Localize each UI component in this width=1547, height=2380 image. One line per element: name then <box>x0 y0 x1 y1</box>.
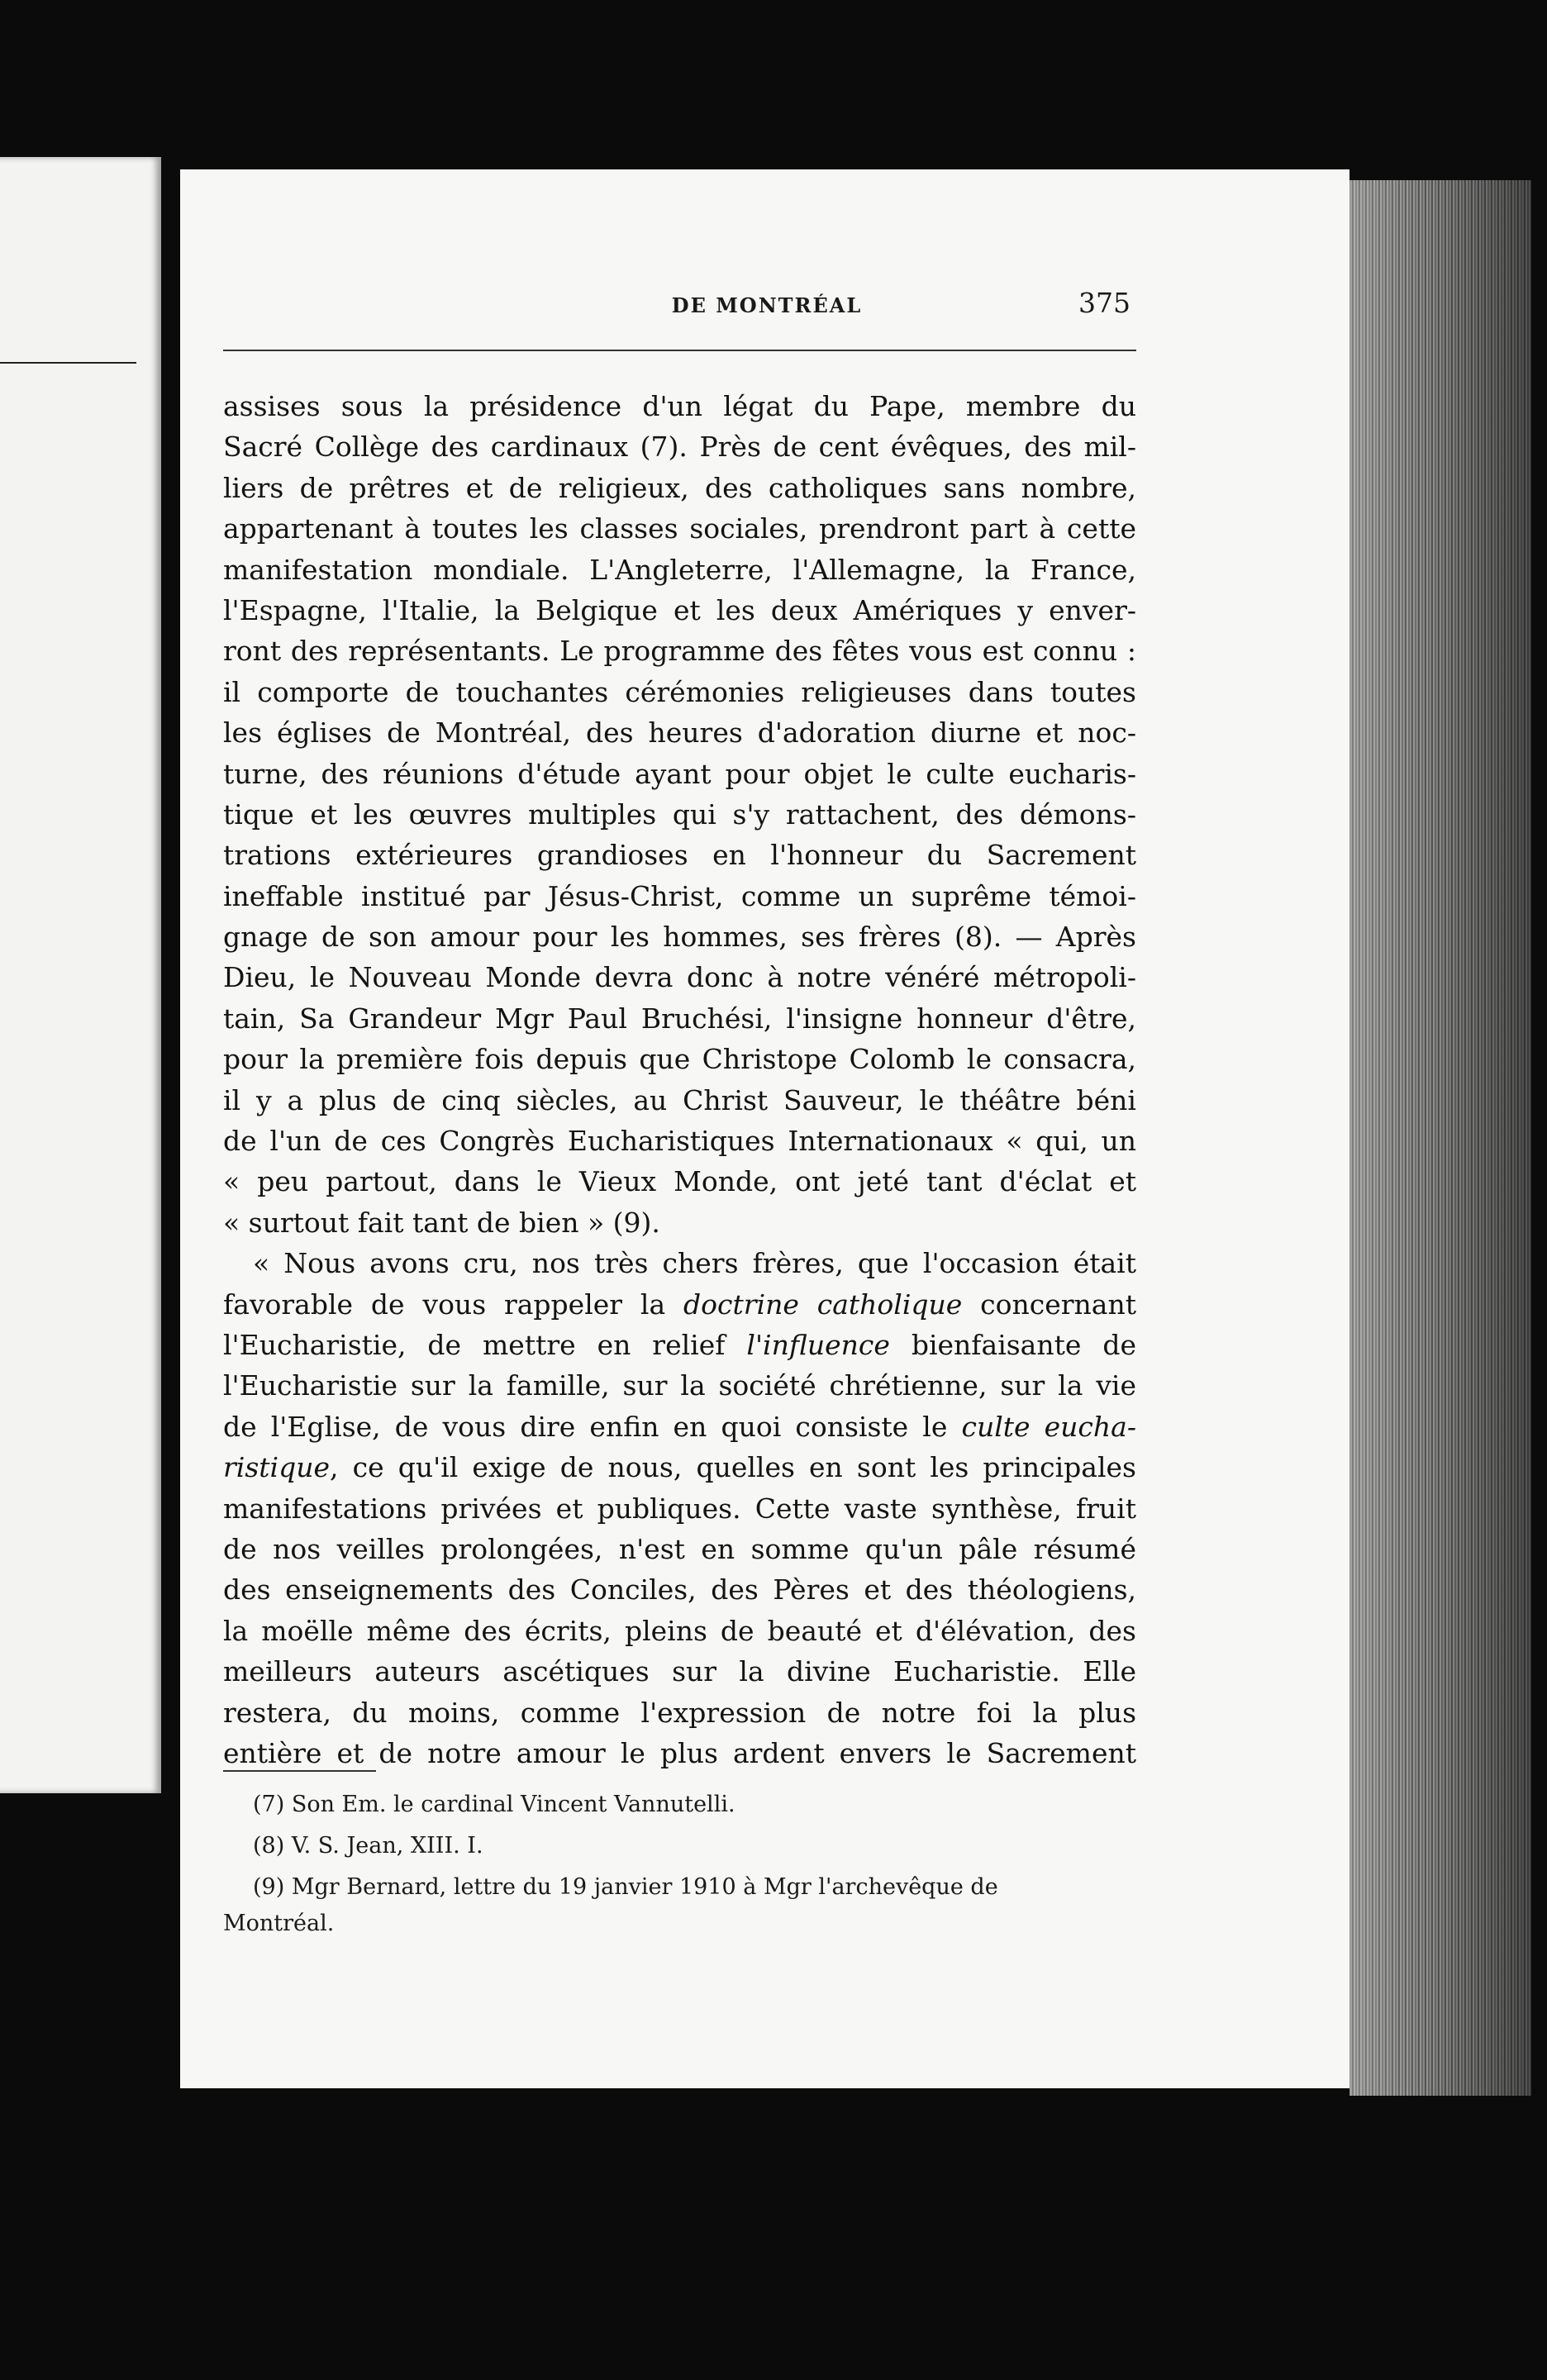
text-line: ront des représentants. Le programme des fêtes vous est connu : <box>223 635 1136 668</box>
text-line <box>223 1284 1136 1325</box>
text-line: tain, Sa Grandeur Mgr Paul Bruchési, l'insigne honneur d'être, <box>223 1002 1136 1035</box>
text-line: il comporte de touchantes cérémonies religieuses dans toutes <box>223 675 1136 708</box>
text-line: il y a plus de cinq siècles, au Christ Sauveur, le théâtre béni <box>223 1083 1136 1116</box>
footnote-9-continued: Montréal. <box>223 1911 335 1936</box>
footnote-9: (9) Mgr Bernard, lettre du 19 janvier 1910 à Mgr l'archevêque de <box>253 1874 998 1900</box>
page-number: 375 <box>1078 287 1130 319</box>
text-line: tique et les œuvres multiples qui s'y rattachent, des démons- <box>223 797 1136 831</box>
italic-phrase: ristique <box>223 1451 330 1484</box>
italic-phrase: culte eucha- <box>961 1410 1136 1443</box>
text-line: trations extérieures grandioses en l'honneur du Sacrement <box>223 839 1136 872</box>
text-line: Dieu, le Nouveau Monde devra donc à notre vénéré métropoli- <box>223 961 1136 994</box>
text-run: bienfaisante de <box>889 1328 1136 1361</box>
facing-page-left <box>0 157 161 1793</box>
text-run: concernant <box>962 1288 1136 1321</box>
text-run: , ce qu'il exige de nous, quelles en sont les principales <box>330 1451 1136 1484</box>
running-head-title: DE MONTRÉAL <box>671 293 863 317</box>
text-line: manifestation mondiale. L'Angleterre, l'Allemagne, la France, <box>223 553 1136 586</box>
text-line: des enseignements des Conciles, des Pères et des théologiens, <box>223 1573 1136 1606</box>
text-line: manifestations privées et publiques. Cette vaste synthèse, fruit <box>223 1492 1136 1525</box>
text-line <box>223 1447 1136 1488</box>
text-line: l'Eucharistie sur la famille, sur la société chrétienne, sur la vie <box>223 1369 1136 1402</box>
text-line: ineffable institué par Jésus-Christ, comme un suprême témoi- <box>223 879 1136 912</box>
text-line: gnage de son amour pour les hommes, ses frères (8). — Après <box>223 921 1136 954</box>
text-line: assises sous la présidence d'un légat du Pape, membre du <box>223 390 1136 422</box>
text-line: liers de prêtres et de religieux, des catholiques sans nombre, <box>223 471 1136 504</box>
text-line: meilleurs auteurs ascétiques sur la divine Eucharistie. Elle <box>223 1655 1136 1688</box>
text-line: restera, du moins, comme l'expression de notre foi la plus <box>223 1696 1136 1729</box>
text-run: favorable de vous rappeler la <box>223 1288 684 1321</box>
text-line: « surtout fait tant de bien » (9). <box>223 1206 660 1239</box>
text-line: pour la première fois depuis que Christope Colomb le consacra, <box>223 1043 1136 1076</box>
text-line: « peu partout, dans le Vieux Monde, ont jeté tant d'éclat et <box>223 1165 1136 1198</box>
facing-page-rule <box>0 362 136 364</box>
italic-phrase: l'influence <box>746 1328 890 1361</box>
text-run: de l'Eglise, de vous dire enfin en quoi consiste le <box>223 1410 962 1443</box>
header-rule <box>223 350 1136 351</box>
text-line: de l'un de ces Congrès Eucharistiques Internationaux « qui, un <box>223 1125 1136 1158</box>
text-run: l'Eucharistie, de mettre en relief <box>223 1328 747 1361</box>
italic-phrase: doctrine catholique <box>683 1288 963 1321</box>
text-line: l'Espagne, l'Italie, la Belgique et les deux Amériques y enver- <box>223 593 1136 626</box>
text-line: « Nous avons cru, nos très chers frères, que l'occasion était <box>253 1247 1136 1280</box>
text-line: la moëlle même des écrits, pleins de beauté et d'élévation, des <box>223 1614 1136 1647</box>
text-line <box>223 1325 1136 1365</box>
page-375 <box>180 169 1349 2088</box>
text-line: appartenant à toutes les classes sociales, prendront part à cette <box>223 512 1136 545</box>
footnote-8: (8) V. S. Jean, XIII. I. <box>253 1833 483 1859</box>
page-edges-shading <box>1349 180 1531 2096</box>
text-line: entière et de notre amour le plus ardent envers le Sacrement <box>223 1736 1136 1769</box>
footnotes <box>223 1787 1136 1942</box>
running-head <box>180 287 1349 320</box>
text-line: les églises de Montréal, des heures d'adoration diurne et noc- <box>223 716 1136 750</box>
footnote-7: (7) Son Em. le cardinal Vincent Vannutelli. <box>253 1792 735 1817</box>
footnote-rule <box>223 1770 376 1772</box>
text-line: Sacré Collège des cardinaux (7). Près de cent évêques, des mil- <box>223 431 1136 464</box>
body-text <box>223 386 1136 1773</box>
text-line <box>223 1407 1136 1447</box>
text-line: de nos veilles prolongées, n'est en somme qu'un pâle résumé <box>223 1532 1136 1565</box>
text-line: turne, des réunions d'étude ayant pour objet le culte eucharis- <box>223 757 1136 790</box>
